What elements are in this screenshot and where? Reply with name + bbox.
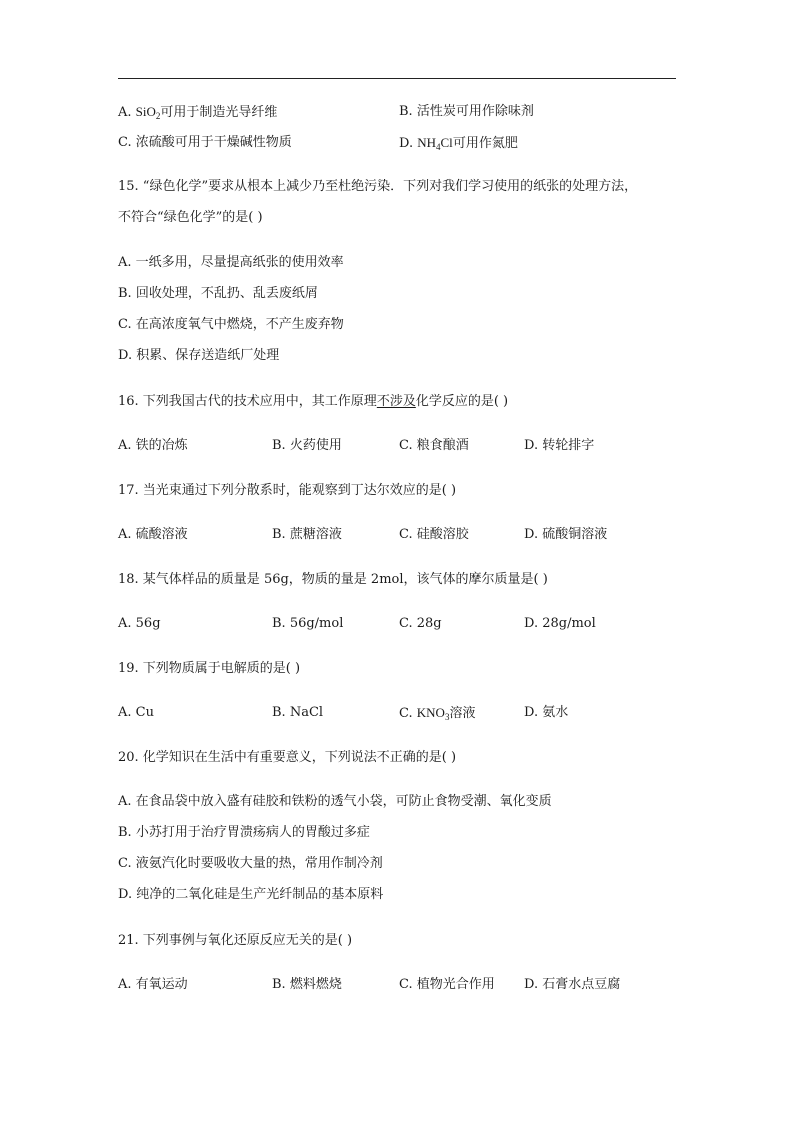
q16-option-b[interactable]: B. 火药使用 bbox=[272, 438, 342, 453]
q19-option-a[interactable]: A. Cu bbox=[118, 705, 154, 720]
q21-stem: 21. 下列事例与氧化还原反应无关的是( ) bbox=[118, 933, 353, 948]
q18-option-d[interactable]: D. 28g/mol bbox=[524, 616, 596, 631]
header-rule bbox=[118, 78, 676, 79]
q15-option-d[interactable]: D. 积累、保存送造纸厂处理 bbox=[118, 348, 280, 363]
q17-stem: 17. 当光束通过下列分散系时，能观察到丁达尔效应的是( ) bbox=[118, 483, 457, 498]
q19-option-c[interactable]: C. $KNO_3$溶液 bbox=[399, 705, 476, 722]
q18-option-b[interactable]: B. 56g/mol bbox=[272, 616, 344, 631]
q15-option-b[interactable]: B. 回收处理，不乱扔、乱丢废纸屑 bbox=[118, 286, 318, 301]
q18-option-a[interactable]: A. 56g bbox=[118, 616, 161, 631]
q19-stem: 19. 下列物质属于电解质的是( ) bbox=[118, 661, 301, 676]
q17-option-a[interactable]: A. 硫酸溶液 bbox=[118, 527, 188, 542]
q17-option-b[interactable]: B. 蔗糖溶液 bbox=[272, 527, 342, 542]
q14-option-b[interactable]: B. 活性炭可用作除味剂 bbox=[399, 104, 534, 119]
q16-option-a[interactable]: A. 铁的冶炼 bbox=[118, 438, 188, 453]
q14-option-c[interactable]: C. 浓硫酸可用于干燥碱性物质 bbox=[118, 135, 292, 150]
q20-option-d[interactable]: D. 纯净的二氧化硅是生产光纤制品的基本原料 bbox=[118, 887, 384, 902]
q19-option-b[interactable]: B. NaCl bbox=[272, 705, 324, 720]
q20-option-b[interactable]: B. 小苏打用于治疗胃溃疡病人的胃酸过多症 bbox=[118, 825, 370, 840]
q21-option-b[interactable]: B. 燃料燃烧 bbox=[272, 977, 342, 992]
q18-stem: 18. 某气体样品的质量是 56g，物质的量是 2mol，该气体的摩尔质量是( ) bbox=[118, 572, 548, 587]
q16-underlined-phrase: 不涉及 bbox=[376, 394, 416, 409]
q21-option-c[interactable]: C. 植物光合作用 bbox=[399, 977, 495, 992]
q17-option-c[interactable]: C. 硅酸溶胶 bbox=[399, 527, 469, 542]
q19-option-d[interactable]: D. 氨水 bbox=[524, 705, 569, 720]
q21-option-a[interactable]: A. 有氧运动 bbox=[118, 977, 188, 992]
q16-option-c[interactable]: C. 粮食酿酒 bbox=[399, 438, 469, 453]
q15-option-a[interactable]: A. 一纸多用，尽量提高纸张的使用效率 bbox=[118, 255, 344, 270]
q17-option-d[interactable]: D. 硫酸铜溶液 bbox=[524, 527, 608, 542]
q14-option-a[interactable]: A. SiO$_2$可用于制造光导纤维 bbox=[118, 104, 278, 121]
q15-stem-line2: 不符合“绿色化学”的是( ) bbox=[118, 210, 263, 225]
q14-option-d[interactable]: D. $NH_4Cl$可用作氮肥 bbox=[399, 135, 518, 152]
q18-option-c[interactable]: C. 28g bbox=[399, 616, 442, 631]
formula-kno3: $KNO_3$ bbox=[416, 705, 450, 722]
q20-stem: 20. 化学知识在生活中有重要意义，下列说法不正确的是( ) bbox=[118, 750, 457, 765]
q15-option-c[interactable]: C. 在高浓度氧气中燃烧，不产生废弃物 bbox=[118, 317, 344, 332]
q20-option-c[interactable]: C. 液氨汽化时要吸收大量的热，常用作制冷剂 bbox=[118, 856, 383, 871]
formula-sio2: SiO$_2$ bbox=[135, 104, 161, 121]
q20-option-a[interactable]: A. 在食品袋中放入盛有硅胶和铁粉的透气小袋，可防止食物受潮、氧化变质 bbox=[118, 794, 552, 809]
q15-stem-line1: 15. “绿色化学”要求从根本上减少乃至杜绝污染．下列对我们学习使用的纸张的处理方法， bbox=[118, 179, 638, 194]
q16-option-d[interactable]: D. 转轮排字 bbox=[524, 438, 595, 453]
q16-stem: 16. 下列我国古代的技术应用中，其工作原理不涉及化学反应的是( ) bbox=[118, 394, 509, 409]
q21-option-d[interactable]: D. 石膏水点豆腐 bbox=[524, 977, 621, 992]
formula-nh4cl: $NH_4Cl$ bbox=[417, 135, 453, 152]
